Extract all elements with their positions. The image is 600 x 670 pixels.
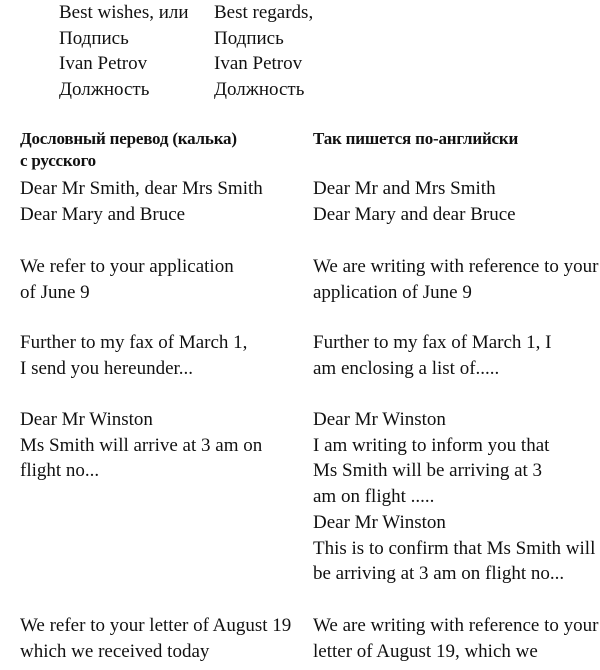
text-line: I send you hereunder... [20,357,194,379]
text-line: be arriving at 3 am on flight no... [313,563,565,585]
text-line: am enclosing a list of..... [313,357,500,379]
row-1-correct [313,176,596,227]
text-line: Dear Mr Winston [20,409,153,430]
text-line: Dear Mr Winston [313,409,446,430]
heading-line: Так пишется по-английски [313,129,519,148]
text-line: letter of August 19, which we [313,640,538,662]
text-line: Dear Mr and Mrs Smith [313,178,496,199]
row-4-correct [313,407,596,587]
text-line: which we received today [20,640,210,662]
text-line: We are writing with reference to your [313,615,599,636]
text-line: Dear Mary and Bruce [20,203,186,225]
signature-informal [59,0,189,102]
row-2-correct [313,254,599,305]
heading-correct-english [313,128,596,150]
row-2-literal [20,254,306,305]
sig-line: Должность [59,78,150,100]
text-line: Dear Mr Smith, dear Mrs Smith [20,178,263,199]
heading-line: с русского [20,151,96,170]
text-line: flight no... [20,460,100,482]
signature-formal [214,0,313,102]
text-line: Dear Mary and dear Bruce [313,203,516,225]
text-line: I am writing to inform you that [313,434,550,456]
sig-line: Подпись [59,27,129,49]
sig-line: Подпись [214,27,284,49]
text-line: Ms Smith will arrive at 3 am on [20,434,263,456]
sig-line: Ivan Petrov [59,53,148,74]
text-line: am on flight ..... [313,486,435,508]
text-line: Ms Smith will be arriving at 3 [313,460,543,482]
text-line: We refer to your letter of August 19 [20,615,292,636]
heading-literal-translation [20,128,306,172]
row-1-literal [20,176,306,227]
text-line: Further to my fax of March 1, [20,332,248,353]
sig-line: Ivan Petrov [214,53,303,74]
heading-line: Дословный перевод (калька) [20,129,237,148]
row-3-correct [313,330,596,381]
text-line: Further to my fax of March 1, I [313,332,552,353]
sig-line: Best wishes, или [59,2,189,23]
text-line: Dear Mr Winston [313,511,446,533]
text-line: of June 9 [20,281,90,303]
row-5-literal [20,613,306,664]
text-line: application of June 9 [313,281,472,303]
text-line: We refer to your application [20,256,234,277]
text-line: This is to confirm that Ms Smith will [313,537,596,559]
sig-line: Должность [214,78,305,100]
text-line: We are writing with reference to your [313,256,599,277]
row-4-literal [20,407,306,484]
sig-line: Best regards, [214,2,314,23]
row-3-literal [20,330,306,381]
row-5-correct [313,613,599,664]
